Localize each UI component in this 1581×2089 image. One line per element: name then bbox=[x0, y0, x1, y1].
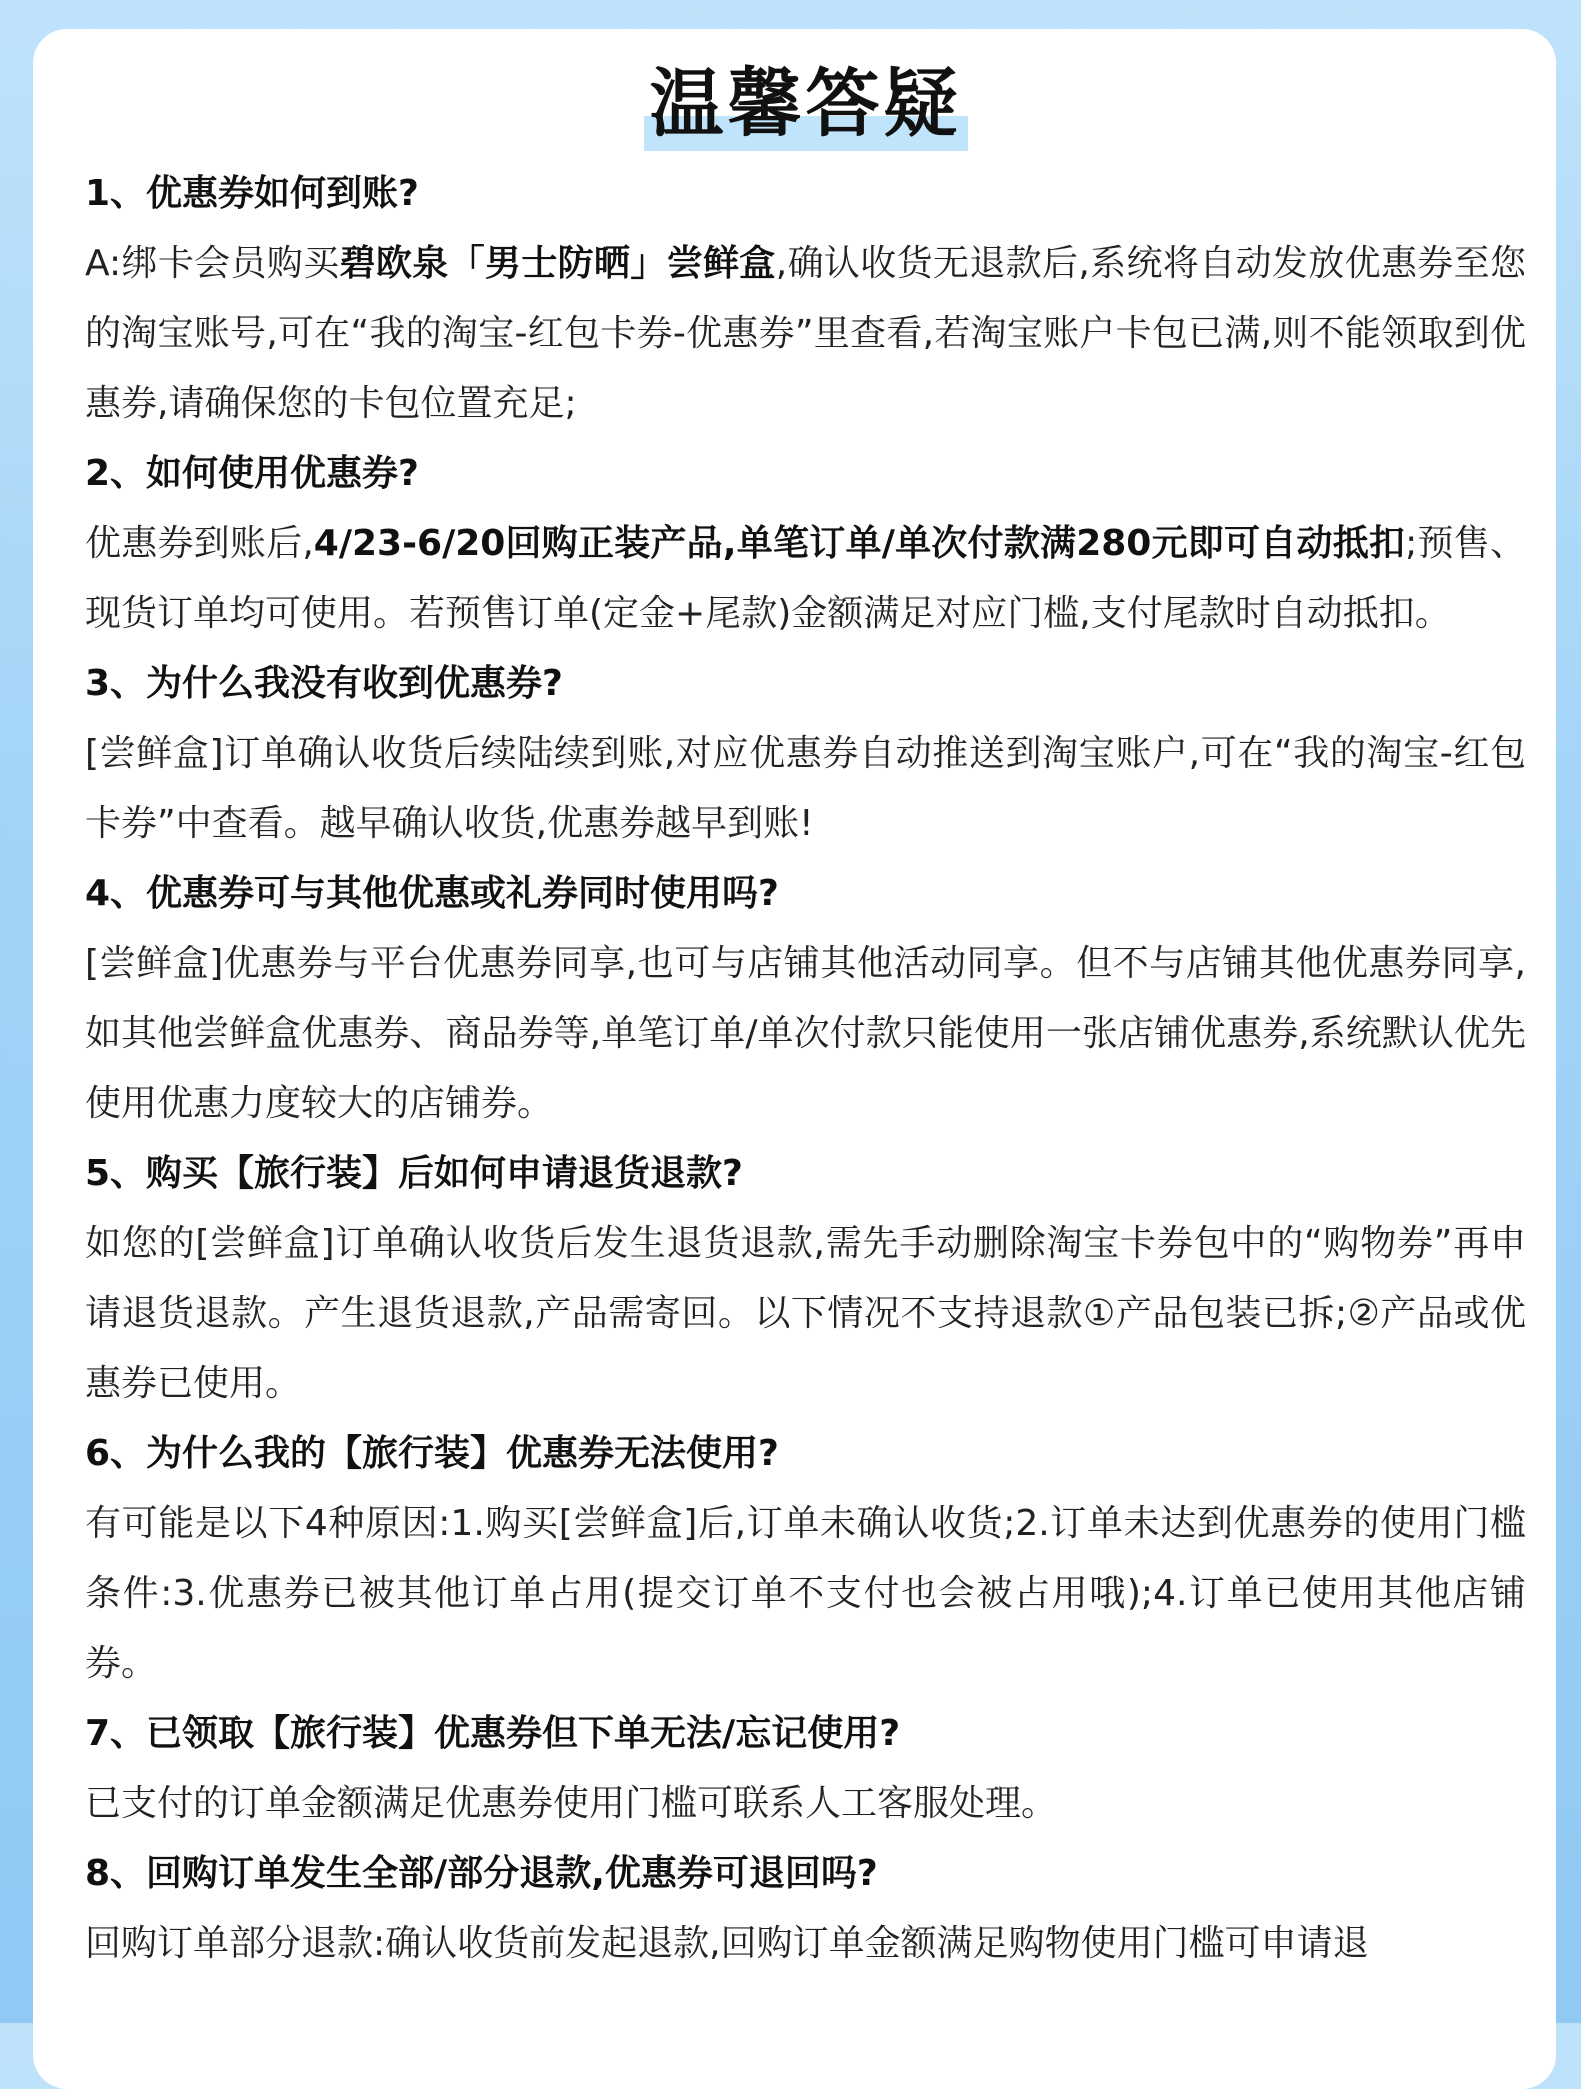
answer-highlight: 碧欧泉「男士防晒」尝鲜盒 bbox=[339, 243, 776, 284]
faq-question: 1、优惠券如何到账? bbox=[85, 173, 419, 214]
answer-text: A:绑卡会员购买 bbox=[85, 243, 340, 284]
faq-question: 3、为什么我没有收到优惠券? bbox=[85, 663, 563, 704]
answer-text: ,确认收货无退款后,系统将自动发放优惠券至您的淘宝账号,可在“我的淘宝-红包卡券-优惠券”里查看,若淘宝账户卡包已满,则不能领取到优惠券,请确保您的卡包位置充足; bbox=[85, 243, 1527, 424]
answer-text: [尝鲜盒]优惠券与平台优惠券同享,也可与店铺其他活动同享。但不与店铺其他优惠券同享,如其他尝鲜盒优惠券、商品券等,单笔订单/单次付款只能使用一张店铺优惠券,系统默认优先使用优惠力度较大的店铺券。 bbox=[85, 943, 1526, 1124]
faq-answer bbox=[85, 1209, 1526, 1419]
faq-answer bbox=[85, 509, 1526, 649]
faq-answer bbox=[85, 1909, 1526, 1979]
faq-card bbox=[33, 29, 1556, 2089]
faq-answer bbox=[85, 1769, 1526, 1839]
faq-list bbox=[85, 159, 1526, 1979]
answer-text: ;预售、现货订单均可使用。若预售订单(定金+尾款)金额满足对应门槛,支付尾款时自动抵扣。 bbox=[85, 523, 1526, 634]
faq-question: 5、购买【旅行装】后如何申请退货退款? bbox=[85, 1153, 743, 1194]
answer-highlight: 4/23-6/20回购正装产品,单笔订单/单次付款满280元即可自动抵扣 bbox=[313, 523, 1406, 564]
faq-question: 6、为什么我的【旅行装】优惠券无法使用? bbox=[85, 1433, 779, 1474]
answer-text: 如您的[尝鲜盒]订单确认收货后发生退货退款,需先手动删除淘宝卡券包中的“购物券”再申请退货退款。产生退货退款,产品需寄回。以下情况不支持退款①产品包装已拆;②产品或优惠券已使用。 bbox=[85, 1223, 1526, 1404]
answer-text: 优惠券到账后, bbox=[85, 523, 314, 564]
answer-text: 回购订单部分退款:确认收货前发起退款,回购订单金额满足购物使用门槛可申请退 bbox=[85, 1923, 1369, 1964]
faq-question: 8、回购订单发生全部/部分退款,优惠券可退回吗? bbox=[85, 1853, 878, 1894]
answer-text: 有可能是以下4种原因:1.购买[尝鲜盒]后,订单未确认收货;2.订单未达到优惠券的使用门槛条件:3.优惠券已被其他订单占用(提交订单不支付也会被占用哦);4.订单已使用其他店铺券。 bbox=[85, 1503, 1526, 1684]
faq-question: 7、已领取【旅行装】优惠券但下单无法/忘记使用? bbox=[85, 1713, 901, 1754]
faq-question: 4、优惠券可与其他优惠或礼券同时使用吗? bbox=[85, 873, 779, 914]
page-title: 温馨答疑 bbox=[644, 59, 968, 151]
faq-answer bbox=[85, 929, 1526, 1139]
title-wrap bbox=[85, 29, 1526, 147]
faq-answer bbox=[85, 719, 1526, 859]
answer-text: 已支付的订单金额满足优惠券使用门槛可联系人工客服处理。 bbox=[85, 1783, 1058, 1824]
faq-answer bbox=[85, 1489, 1526, 1699]
answer-text: [尝鲜盒]订单确认收货后续陆续到账,对应优惠券自动推送到淘宝账户,可在“我的淘宝-红包卡券”中查看。越早确认收货,优惠券越早到账! bbox=[85, 733, 1526, 844]
faq-question: 2、如何使用优惠券? bbox=[85, 453, 419, 494]
faq-answer bbox=[85, 229, 1526, 439]
